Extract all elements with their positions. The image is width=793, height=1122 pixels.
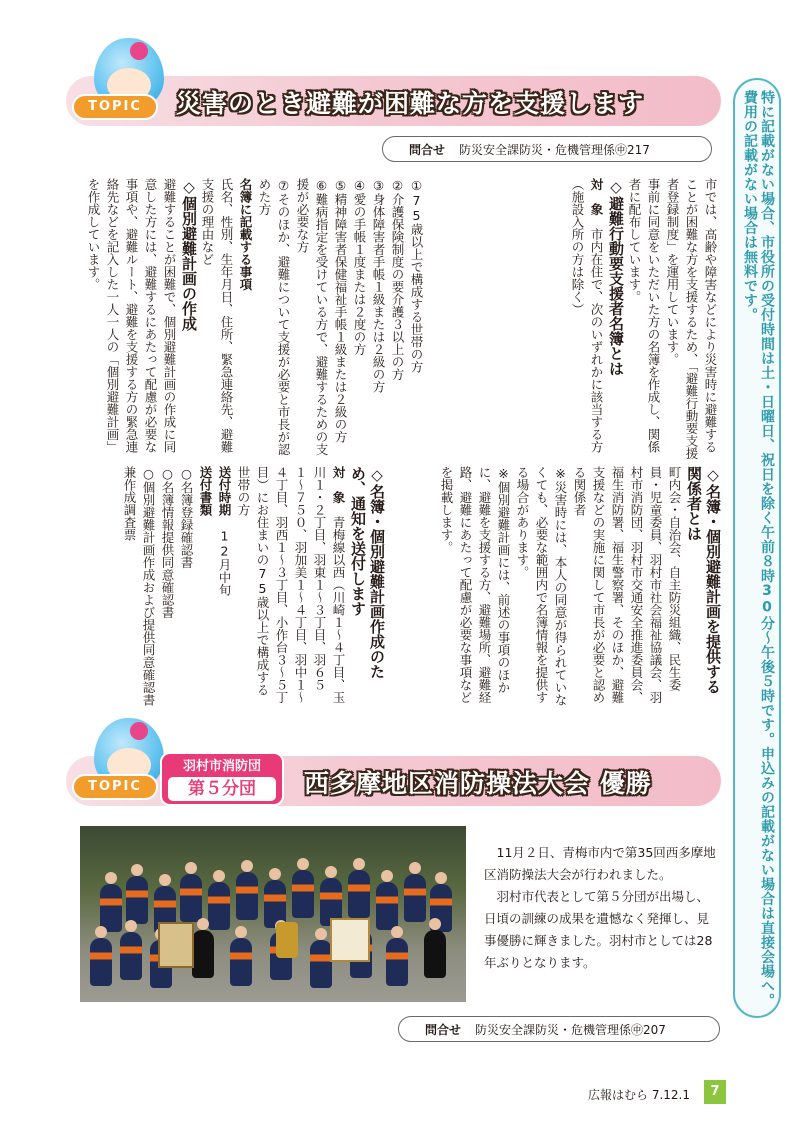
person-figure xyxy=(376,882,398,930)
section3-note: ※災害時には、本人の同意が得られていなくても、必要な範囲内で名簿情報を提供する場合があります。 xyxy=(515,466,568,706)
intro-paragraph: 市では、高齢や障害などにより災害時に避難することが困難な方を支援するため、「避難行動要支援者登録制度」を運用しています。 xyxy=(665,178,718,460)
target-text: 市内在住で、次のいずれかに該当する方（施設入所の方は除く） xyxy=(570,178,604,453)
s4-target-text: 青梅線以西（川崎１〜４丁目、玉川１・２丁目、羽東１〜３丁目、羽６５１〜７５０、羽加美１〜４丁目、羽中１〜４丁目、羽西１〜３丁目、小作台３〜５丁目）にお住まいの75歳以上で構成する世帯の方 xyxy=(236,466,346,704)
s4-target-label: 対 象 xyxy=(331,466,346,504)
criteria-item: ③身体障害者手帳１級または２級の方 xyxy=(371,178,386,393)
section-heading: ◇避難行動要支援者名簿とは xyxy=(607,178,625,376)
topic1-badge: TOPIC xyxy=(72,94,158,120)
section3-text: 町内会・自治会、自主防災組織、民生委員・児童委員、羽村市社会福祉協議会、羽村市消防団、羽村市交通安全推進委員会、福生消防署、福生警察署、そのほか、避難支援などの実施に関して市長が必要と認める関係者 xyxy=(572,466,682,704)
topic2-title: 西多摩地区消防操法大会 優勝 xyxy=(304,769,652,798)
section3-note: ※個別避難計画には、前述の事項のほかに、避難を支援する方、避難場所、避難経路、避難にあたって配慮が必要な事項などを掲載します。 xyxy=(439,466,511,704)
criteria-item: ⑦そのほか、避難について支援が必要と市長が認めた方 xyxy=(257,178,291,456)
intro-paragraph: 事前に同意をいただいた方の名簿を作成し、関係者に配布しています。 xyxy=(627,178,661,453)
trophy-icon xyxy=(276,922,298,958)
criteria-item: ④愛の手帳１度または２度の方 xyxy=(352,178,367,356)
award-certificate xyxy=(330,918,370,962)
person-figure xyxy=(100,884,122,932)
section-heading: ◇名簿・個別避難計画を提供する関係者とは xyxy=(685,466,722,694)
s4-doc-item: ○個別避難計画作成および提供同意確認書兼作成調査票 xyxy=(122,466,156,706)
person-figure xyxy=(90,938,112,986)
s4-doc-item: ○名簿情報提供同意確認書 xyxy=(160,466,175,619)
person-figure xyxy=(386,938,408,986)
person-figure xyxy=(236,872,258,920)
side-notice-strip xyxy=(733,78,781,1018)
person-figure xyxy=(192,930,214,978)
topic1-title: 災害のとき避難が困難な方を支援します xyxy=(176,89,645,118)
topic2-paragraph: 11月２日、青梅市内で第35回西多摩地区消防操法大会が行われました。 xyxy=(484,845,716,882)
topic1-body-left xyxy=(70,178,426,464)
person-figure xyxy=(348,870,370,918)
publication-name: 広報はむら 7.12.1 xyxy=(588,1088,690,1102)
topic1-body-right xyxy=(428,178,720,464)
contact-label: 問合せ xyxy=(409,142,446,157)
topic1-body-lower-left xyxy=(70,466,386,706)
target-label: 対 象 xyxy=(589,178,604,216)
award-certificate xyxy=(158,922,194,968)
section2-text: 避難することが困難で、個別避難計画の作成に同意した方には、避難するにあたって配慮が必要な事項や、避難ルート、避難を支援する方の緊急連絡先などを記入した一人一人の「個別避難計画」を作成しています。 xyxy=(86,178,177,453)
topic1-contact xyxy=(382,136,712,162)
sub-badge-bottom: 第５分団 xyxy=(168,777,276,801)
contact-label: 問合せ xyxy=(425,1022,462,1037)
person-figure xyxy=(404,874,426,922)
s4-doc-item: ○名簿登録確認書 xyxy=(179,466,194,569)
side-notice-text: 特に記載がない場合、市役所の受付時間は土・日曜日、祝日を除く午前８時30分〜午後５時です。申込みの記載がない場合は直接会場へ。費用の記載がない場合は無料です。 xyxy=(742,90,775,1008)
sub-badge xyxy=(160,752,284,806)
topic2-contact xyxy=(398,1016,720,1042)
team-photo xyxy=(80,826,466,1002)
person-figure xyxy=(180,874,202,922)
person-figure xyxy=(120,932,142,980)
items-label: 名簿に記載する事項 xyxy=(238,178,253,291)
page-number: 7 xyxy=(704,1080,726,1104)
criteria-item: ⑤精神障害者保健福祉手帳１級または２級の方 xyxy=(333,178,348,443)
person-figure xyxy=(310,940,332,988)
flower-icon xyxy=(130,722,148,740)
items-text: 氏名、性別、生年月日、住所、緊急連絡先、避難支援の理由など xyxy=(200,178,234,453)
contact-text: 防災安全課防災・危機管理係㊥207 xyxy=(475,1022,666,1037)
topic2-paragraph: 羽村市代表として第５分団が出場し、日頃の訓練の成果を遺憾なく発揮し、見事優勝に輝きました。羽村市としては28年ぶりとなります。 xyxy=(484,889,713,970)
person-figure xyxy=(292,870,314,918)
person-figure xyxy=(126,876,148,924)
s4-docs-label: 送付書類 xyxy=(198,466,213,516)
person-figure xyxy=(230,938,252,986)
topic1-body-lower-right xyxy=(388,466,722,706)
person-figure xyxy=(424,930,446,978)
flower-icon xyxy=(130,42,148,60)
topic2-badge: TOPIC xyxy=(72,774,158,800)
criteria-item: ①75歳以上で構成する世帯の方 xyxy=(409,178,424,373)
section-heading: ◇個別避難計画の作成 xyxy=(180,178,198,331)
section-heading: ◇名簿・個別避難計画作成のため、通知を送付します xyxy=(349,466,386,679)
criteria-item: ⑥難病指定を受けている方で、避難するための支援が必要な方 xyxy=(295,178,329,456)
s4-time-label: 送付時期 xyxy=(217,466,232,516)
person-figure xyxy=(208,882,230,930)
sub-badge-top: 羽村市消防団 xyxy=(182,759,261,774)
s4-time-text: 12月中旬 xyxy=(217,528,232,596)
topic2-body xyxy=(484,842,716,974)
contact-text: 防災安全課防災・危機管理係㊥217 xyxy=(459,142,650,157)
criteria-item: ②介護保険制度の要介護３以上の方 xyxy=(390,178,405,381)
